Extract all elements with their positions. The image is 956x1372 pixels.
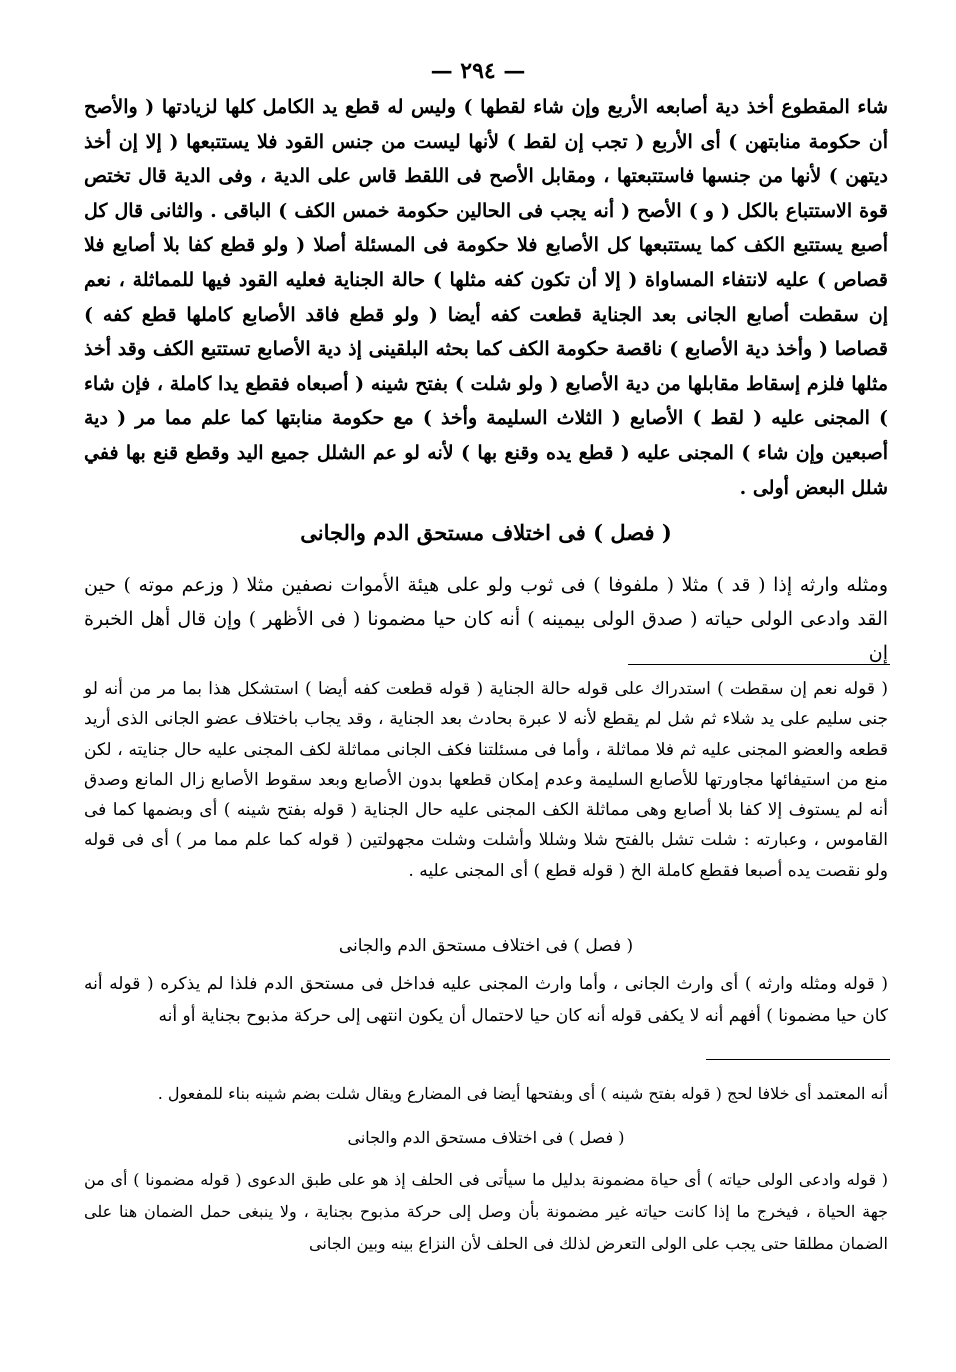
commentary-block-2 [84,968,888,1032]
footnote-block [84,1080,888,1108]
page-number: — ٢٩٤ — [430,58,526,84]
footnote-paragraph-2: ( قوله وادعى الولى حياته ) أى حياة مضمونة بدليل ما سيأتى فى الحلف إذ هو على طبق الدعوى ( قوله مضمونا ) أى من جهة الحياة ، فيخرج ما إذا كانت حياته غير مضمونة بأن وصل إلى حركة مذبوح بجناية ، ولا ينبغى حمل الضمان هنا على الضمان مطلقا حتى يجب على الولى التعرض لذلك فى الحلف لأن النزاع بينه وبين الجانى [84,1170,888,1253]
footnote-paragraph: أنه المعتمد أى خلافا لحج ( قوله بفتح شينه ) أى وبفتحها أيضا فى المضارع ويقال شلت بضم شينه بناء للمفعول . [157,1084,888,1103]
commentary-block [84,674,888,886]
footnote-divider [706,1059,890,1060]
commentary-paragraph: ( قوله نعم إن سقطت ) استدراك على قوله حالة الجناية ( قوله قطعت كفه أيضا ) استشكل هذا بما مر من أنه لو جنى سليم على يد شلاء ثم شل لم يقطع لأنه لا عبرة بحادث بعد الجناية ، وقد يجاب باختلاف عضو الجانى الذى أريد قطعه والعضو المجنى عليه ثم فلا مماثلة ، وأما فى مسئلتنا فكف الجانى مماثلة لكف المجنى عليه حال جنايته ، لكن منع من استيفائها مجاورتها للأصابع السليمة وعدم إمكان قطعها بدون الأصابع وبعد سقوط الأصابع زال المانع وصدق أنه لم يستوف إلا كفا بلا أصابع وهى مماثلة الكف المجنى عليه حال الجناية ( قوله بفتح شينه ) أى وبضمها كما فى القاموس ، وعبارته : شلت تشل بالفتح شلا وشللا وأشلت وشلت مجهولتين ( قوله كما علم مما مر ) أى فى قوله ولو نقصت يده أصبعا فقطع كاملة الخ ( قوله قطع ) أى المجنى عليه . [84,679,888,881]
commentary-paragraph-2: ( قوله ومثله وارثه ) أى وارث الجانى ، وأما وارث المجنى عليه فداخل فى مستحق الدم فلذا لم يذكره ( قوله أنه كان حيا مضمونا ) أفهم أنه لا يكفى قوله أنه كان حيا لاحتمال أن يكون انتهى إلى حركة مذبوح بجناية أو أنه [84,974,888,1026]
section-heading: ( فصل ) فى اختلاف مستحق الدم والجانى [300,520,672,545]
commentary-section-heading: ( فصل ) فى اختلاف مستحق الدم والجانى [338,936,634,956]
main-text-block [84,90,888,505]
section-paragraph: ومثله وارثه إذا ( قد ) مثلا ( ملفوفا ) فى ثوب ولو على هيئة الأموات نصفين مثلا ( وزعم موته ) حين القد وادعى الولى حياته ( صدق الولى بيمينه ) أنه كان حيا مضمونا ( فى الأظهر ) وإن قال أهل الخبرة إن [84,574,888,664]
section-text-block [84,568,888,670]
commentary-divider [628,664,890,665]
main-paragraph: شاء المقطوع أخذ دية أصابعه الأربع وإن شاء لقطها ) وليس له قطع يد الكامل كلها لزيادتها ( والأصح أن حكومة منابتهن ) أى الأربع ( تجب إن لقط ) لأنها ليست من جنس القود فلا يستتبعها ( إلا إن أخذ ديتهن ) لأنها من جنسها فاستتبعتها ، ومقابل الأصح فى اللقط قاس على الدية ، وفى الدية قال تختص قوة الاستتباع بالكل ( و ) الأصح ( أنه يجب فى الحالين حكومة خمس الكف ) الباقى . والثانى قال كل أصبع يستتبع الكف كما يستتبعها كل الأصابع فلا حكومة فى المسئلة أصلا ( ولو قطع كفا بلا أصابع فلا قصاص ) عليه لانتفاء المساواة ( إلا أن تكون كفه مثلها ) حالة الجناية فعليه القود فيها للمماثلة ، نعم إن سقطت أصابع الجانى بعد الجناية قطعت كفه أيضا ( ولو قطع فاقد الأصابع كاملها قطع كفه ) قصاصا ( وأخذ دية الأصابع ) ناقصة حكومة الكف كما بحثه البلقينى إذ دية الأصابع تستتبع الكف وقد أخذ مثلها فلزم إسقاط مقابلها من دية الأصابع ( ولو شلت ) بفتح شينه ( أصبعاه فقطع يدا كاملة ، فإن شاء ) المجنى عليه ( لقط ) الأصابع ( الثلاث السليمة وأخذ ) مع حكومة منابتها كما علم مما مر ( دية أصبعين وإن شاء ) المجنى عليه ( قطع يده وقنع بها ) لأنه لو عم الشلل جميع اليد وقطع قنع بها ففي شلل البعض أولى . [84,96,888,499]
footnote-section-heading: ( فصل ) فى اختلاف مستحق الدم والجانى [347,1128,625,1147]
footnote-block-2 [84,1164,888,1260]
